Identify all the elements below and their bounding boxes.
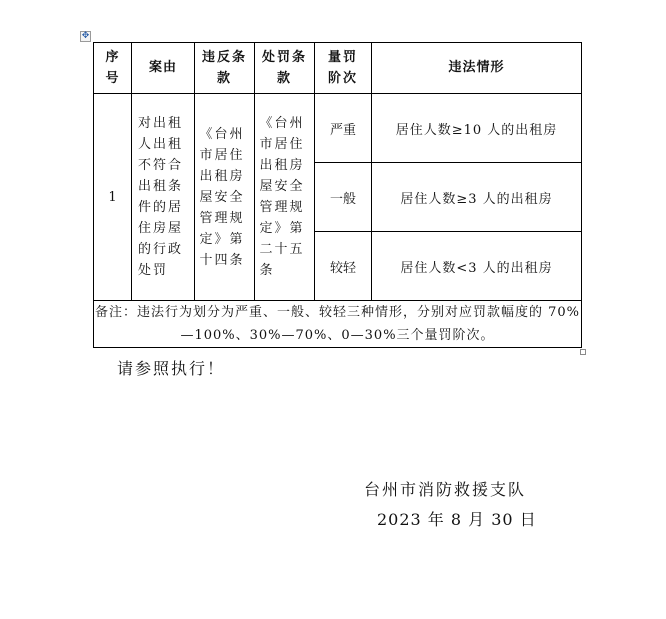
level-severe: 严重 [315, 94, 372, 163]
closing-instruction: 请参照执行！ [117, 359, 226, 378]
penalty-standard-table [93, 42, 582, 348]
table-note: 备注：违法行为划分为严重、一般、较轻三种情形，分别对应罚款幅度的 70%—100%、30%—70%、0—30%三个量罚阶次。 [94, 301, 582, 348]
row-index: 1 [94, 94, 132, 301]
level-minor: 较轻 [315, 232, 372, 301]
issuing-organization: 台州市消防救援支队 [364, 480, 527, 499]
row-cause: 对出租人出租不符合出租条件的居住房屋的行政处罚 [132, 94, 195, 301]
issue-date: 2023 年 8 月 30 日 [377, 510, 537, 529]
header-penalty-clause: 处罚条款 [255, 43, 315, 94]
header-situation: 违法情形 [372, 43, 582, 94]
header-penalty-level: 量罚阶次 [315, 43, 372, 94]
header-violated-clause: 违反条款 [195, 43, 255, 94]
table-resize-handle-icon[interactable] [580, 349, 586, 355]
situation-severe: 居住人数≥10 人的出租房 [372, 94, 582, 163]
situation-minor: 居住人数<3 人的出租房 [372, 232, 582, 301]
level-general: 一般 [315, 163, 372, 232]
row-penalty-clause: 《台州市居住出租房屋安全管理规定》第二十五条 [255, 94, 315, 301]
row-violated-clause: 《台州市居住出租房屋安全管理规定》第十四条 [195, 94, 255, 301]
header-cause: 案由 [132, 43, 195, 94]
table-note-row [94, 301, 582, 348]
situation-general: 居住人数≥3 人的出租房 [372, 163, 582, 232]
table-header-row [94, 43, 582, 94]
table-row [94, 94, 582, 163]
table-move-handle-icon[interactable]: ✥ [81, 31, 90, 41]
header-index: 序号 [94, 43, 132, 94]
